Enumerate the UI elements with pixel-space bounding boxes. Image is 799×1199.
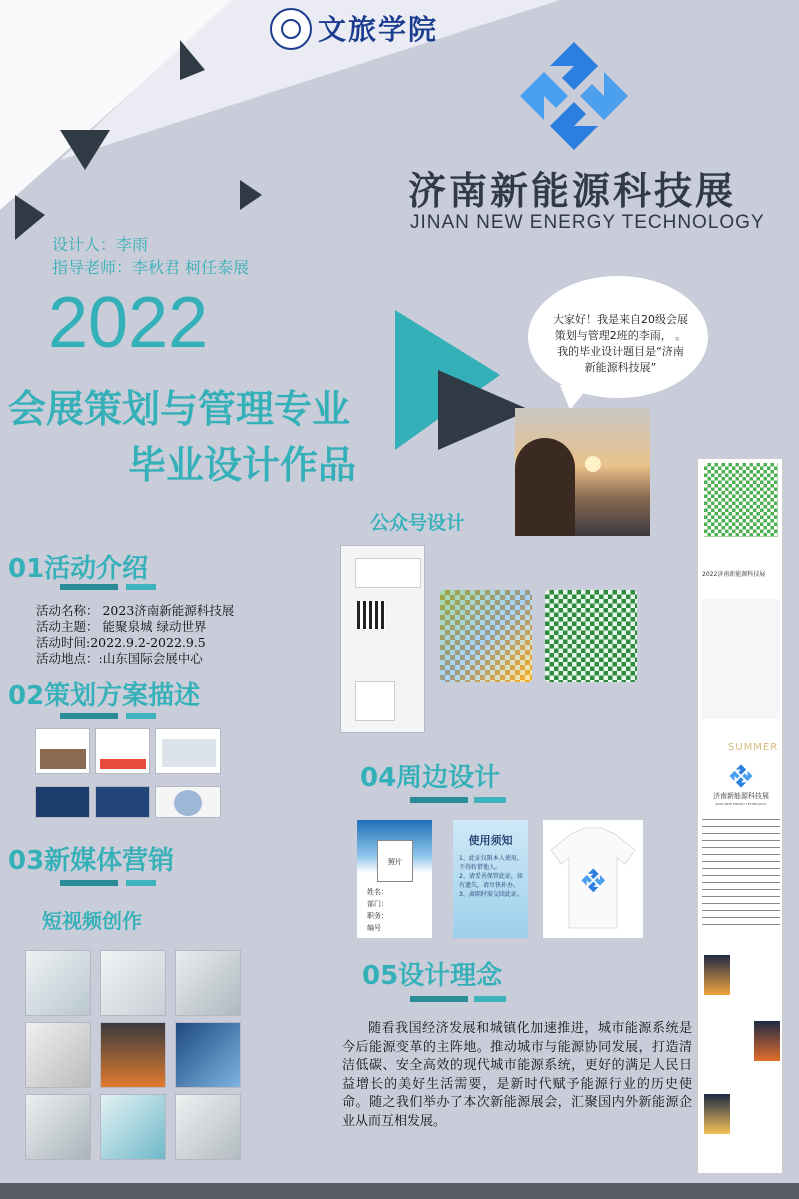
plan-slide: [155, 786, 221, 818]
divider: [60, 584, 118, 590]
video-thumb[interactable]: [100, 1022, 166, 1088]
wechat-title: 公众号设计: [370, 512, 466, 534]
short-video-title: 短视频创作: [42, 909, 142, 933]
school-name: 文旅学院: [318, 13, 439, 46]
phone-summer-text: SUMMER: [728, 742, 779, 753]
divider: [474, 797, 506, 803]
video-thumb[interactable]: [100, 950, 166, 1016]
phone-post-title: 2022济南新能源科技展: [702, 571, 766, 578]
divider: [474, 996, 506, 1002]
student-photo: [515, 408, 650, 536]
divider: [126, 880, 156, 886]
section-02-title: 02策划方案描述: [8, 681, 201, 711]
video-thumb[interactable]: [175, 1094, 241, 1160]
designer-credit: 设计人：李雨: [52, 235, 149, 254]
divider: [60, 713, 118, 719]
activity-time: 活动时间:2022.9.2-2022.9.5: [36, 635, 206, 650]
plan-slide: [35, 728, 90, 774]
video-thumb[interactable]: [25, 1094, 91, 1160]
video-thumb[interactable]: [25, 1022, 91, 1088]
phone-logo-icon: [729, 764, 753, 788]
plan-slide: [35, 786, 90, 818]
badge-photo-label: 照片: [377, 840, 413, 882]
tshirt-mockup: [543, 820, 643, 938]
brand-title: 济南新能源科技展: [408, 169, 737, 213]
plan-slide: [95, 728, 150, 774]
divider: [126, 713, 156, 719]
phone-post-mock: [697, 458, 783, 1174]
plan-slide: [155, 728, 221, 774]
divider: [410, 797, 468, 803]
badge-field: 部门：: [367, 900, 388, 908]
divider: [410, 996, 468, 1002]
video-thumb[interactable]: [175, 950, 241, 1016]
section-01-title: 01活动介绍: [8, 554, 149, 584]
divider: [60, 880, 118, 886]
hero-line2: 毕业设计作品: [128, 443, 357, 487]
bubble-text: 大家好！我是来自20级会展策划与管理2班的李雨， 。我的毕业设计题目是“济南新能源科技展”: [553, 313, 688, 374]
badge-field: 编号: [367, 924, 381, 932]
qr-code-colorful: [440, 590, 532, 682]
activity-info: [36, 603, 234, 667]
concept-paragraph: 随看我国经济发展和城镇化加速推进，城市能源系统是今后能源变革的主阵地。推动城市与能源协同发展，打造清洁低碳、安全高效的现代城市能源系统，更好的满足人民日益增长的美好生活需要，是新时代赋予能源行业的历史使命。随之我们举办了本次新能源展会，汇聚国内外新能源企业从而互相发展。: [342, 1021, 692, 1129]
badge-field: 姓名：: [367, 888, 388, 896]
divider: [126, 584, 156, 590]
video-thumb[interactable]: [175, 1022, 241, 1088]
wechat-chat-screenshot: [340, 545, 425, 733]
badge-field: 职务：: [367, 912, 388, 920]
phone-logo-en: JINAN NEW ENERGY TECHNOLOGY: [715, 802, 767, 806]
advisor-credit: 指导老师：李秋君 柯任泰展: [52, 258, 250, 277]
phone-logo-cn: 济南新能源科技展: [713, 792, 769, 800]
school-seal-icon: [270, 8, 312, 50]
badge-card: [357, 820, 432, 938]
section-05-title: 05设计理念: [362, 961, 503, 991]
notice-item: 1、此证仅限本人使用，不得转借他人。: [459, 855, 523, 871]
video-thumb[interactable]: [100, 1094, 166, 1160]
section-04-title: 04周边设计: [360, 763, 501, 793]
brand-logo-icon: [518, 40, 630, 152]
tshirt-icon: [543, 820, 643, 938]
brand-subtitle: JINAN NEW ENERGY TECHNOLOGY: [410, 212, 765, 233]
notice-card: [453, 820, 528, 938]
qr-code-green: [545, 590, 637, 682]
notice-item: 2、请妥善保管此证，如有遗失，请尽快补办。: [459, 873, 523, 889]
plan-slide: [95, 786, 150, 818]
activity-name: 活动名称： 2023济南新能源科技展: [36, 603, 235, 618]
video-thumb[interactable]: [25, 950, 91, 1016]
hero-year: 2022: [48, 283, 209, 363]
section-03-title: 03新媒体营销: [8, 846, 175, 876]
notice-title: 使用须知: [468, 834, 513, 847]
activity-place: 活动地点：:山东国际会展中心: [36, 651, 203, 666]
hero-line1: 会展策划与管理专业: [8, 387, 351, 431]
activity-theme: 活动主题： 能聚泉城 绿动世界: [36, 619, 207, 634]
notice-item: 3、离职时需交回此证。: [459, 891, 523, 898]
